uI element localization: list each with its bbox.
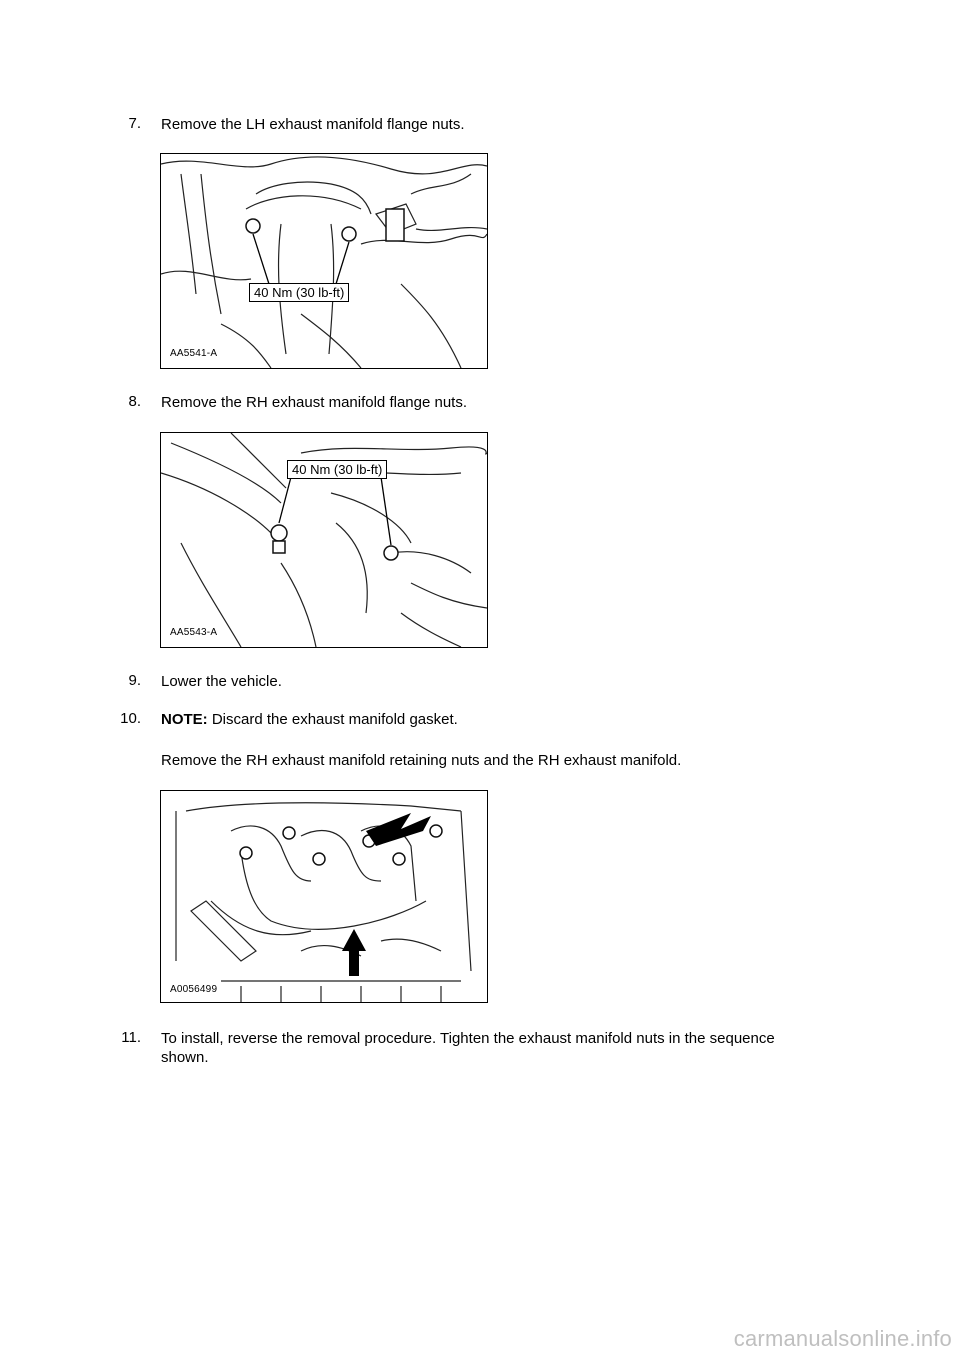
note-text: Discard the exhaust manifold gasket. bbox=[211, 711, 458, 728]
step-7-text: Remove the LH exhaust manifold flange nuts. bbox=[161, 116, 465, 133]
rh-manifold-illustration bbox=[161, 791, 487, 1002]
figure-1-torque-callout: 40 Nm (30 lb-ft) bbox=[249, 283, 349, 302]
figure-rh-manifold bbox=[160, 790, 488, 1003]
figure-rh-flange-nuts bbox=[160, 432, 488, 648]
step-9-number: 9. bbox=[128, 672, 141, 689]
note-label: NOTE: bbox=[161, 711, 208, 728]
step-10-note bbox=[161, 710, 458, 729]
step-8-text: Remove the RH exhaust manifold flange nuts. bbox=[161, 394, 467, 411]
figure-2-id: AA5543-A bbox=[170, 627, 218, 638]
step-10-text: Remove the RH exhaust manifold retaining nuts and the RH exhaust manifold. bbox=[161, 752, 682, 769]
step-8-number: 8. bbox=[128, 393, 141, 410]
step-11-text-line1: To install, reverse the removal procedure. Tighten the exhaust manifold nuts in the sequence bbox=[161, 1030, 775, 1047]
step-11-number: 11. bbox=[121, 1029, 141, 1046]
figure-2-torque-callout: 40 Nm (30 lb-ft) bbox=[287, 460, 387, 479]
figure-1-id: AA5541-A bbox=[170, 348, 218, 359]
step-7-number: 7. bbox=[128, 115, 141, 132]
step-11-text-line2: shown. bbox=[161, 1049, 209, 1066]
lh-flange-illustration bbox=[161, 154, 487, 368]
watermark: carmanualsonline.info bbox=[733, 1326, 952, 1351]
step-9-text: Lower the vehicle. bbox=[161, 673, 282, 690]
figure-3-id: A0056499 bbox=[170, 984, 218, 995]
step-10-number: 10. bbox=[120, 710, 141, 727]
figure-lh-flange-nuts bbox=[160, 153, 488, 369]
